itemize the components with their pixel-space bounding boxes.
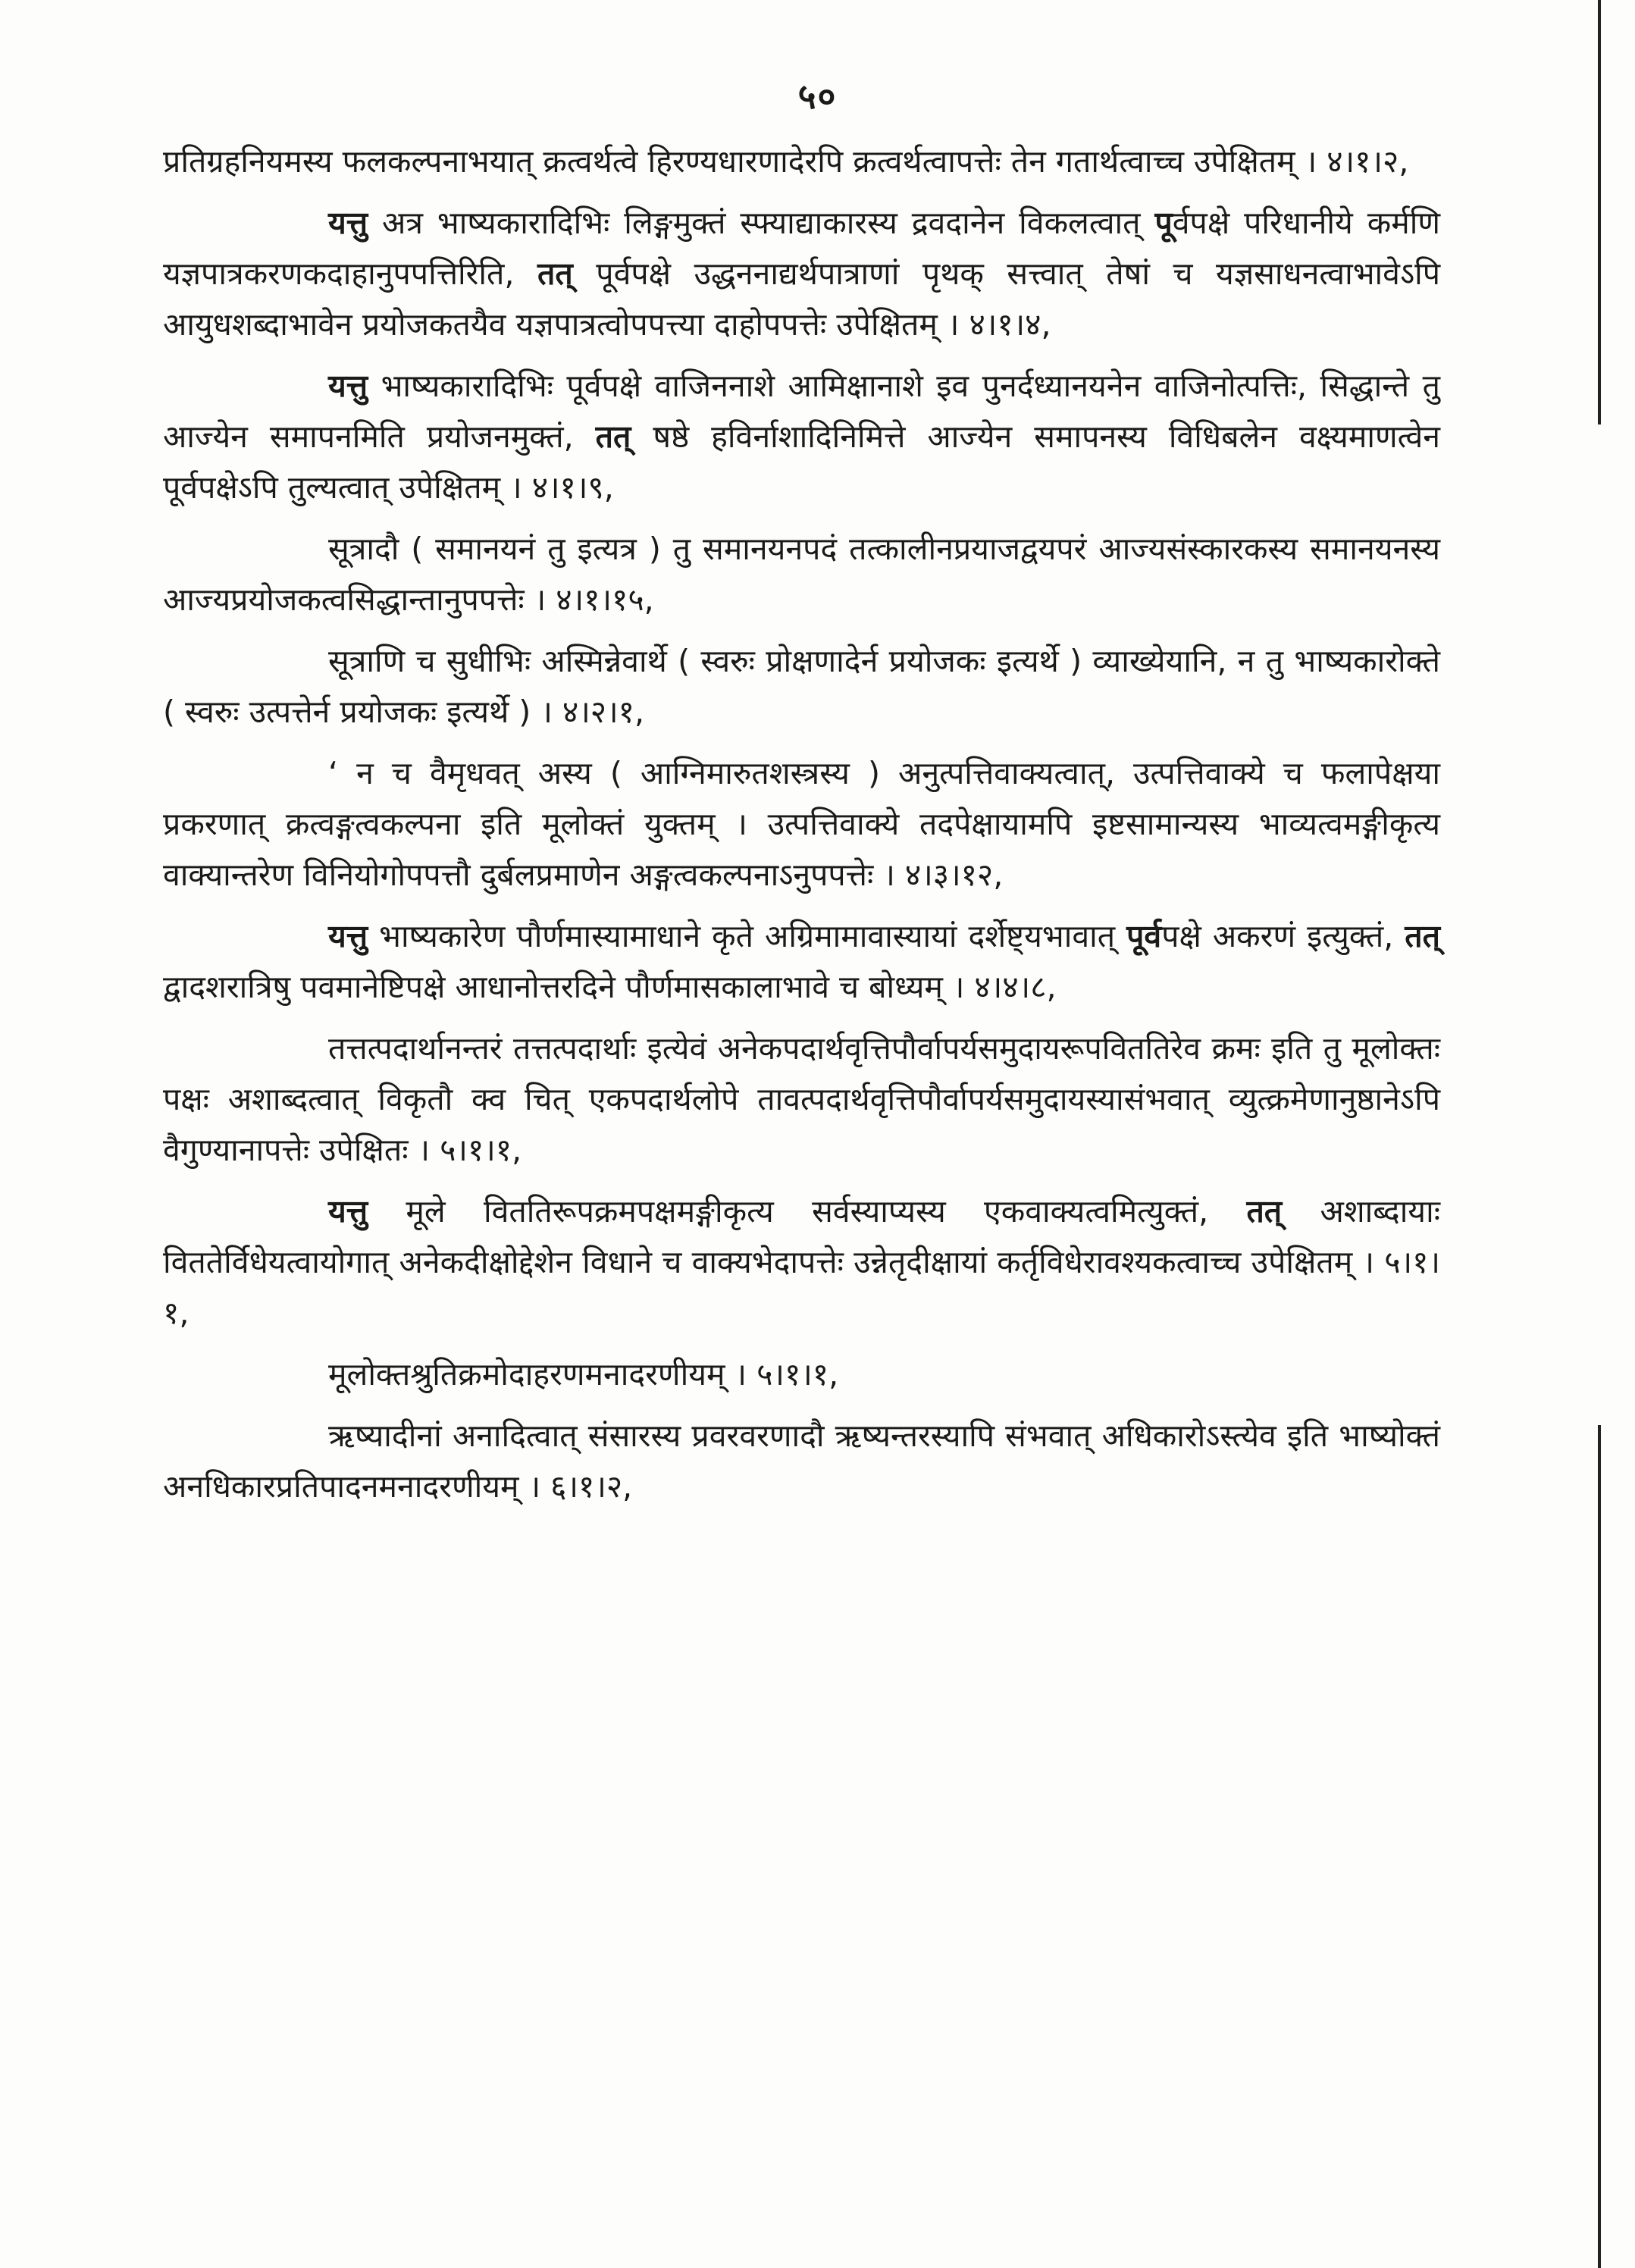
paragraph-1 <box>163 136 1440 187</box>
emphasis-purva: पूर्व <box>1126 918 1162 954</box>
scan-edge-line <box>1598 0 1601 424</box>
paragraph-10 <box>163 1349 1440 1400</box>
paragraph-5 <box>163 636 1440 738</box>
paragraph-4 <box>163 524 1440 625</box>
emphasis-tat: तत् <box>1405 918 1440 954</box>
text-run: षष्ठे हविर्नाशादिनिमित्ते आज्येन समापनस्य विधिबलेन वक्ष्यमाणत्वेन पूर्वपक्षेऽपि तुल्यत्वात् उपेक्षितम् । ४।१।९, <box>163 418 1441 506</box>
text-run: तत्तत्पदार्थानन्तरं तत्तत्पदार्थाः इत्येवं अनेकपदार्थवृत्तिपौर्वापर्यसमुदायरूपविततिरेव क्रमः इति तु मूलोक्तः पक्षः अशाब्दत्वात् विकृतौ क्व चित् एकपदार्थलोपे तावत्पदार्थवृत्तिपौर्वापर्यसमुदायस्यासंभवात् व्युत्क्रमेणानुष्ठानेऽपि वैगुण्यानापत्तेः उपेक्षितः । ५।१।१, <box>163 1030 1440 1168</box>
text-run: भाष्यकारादिभिः पूर्वपक्षे वाजिननाशे आमिक्षानाशे इव पुनर्दध्यानयनेन वाजिनोत्पत्तिः, सिद्धान्ते तु आज्येन समापनमिति प्रयोजनमुक्तं, <box>163 368 1440 455</box>
text-run: पूर्वपक्षे उद्धननाद्यर्थपात्राणां पृथक् सत्त्वात् तेषां च यज्ञसाधनत्वाभावेऽपि आयुधशब्दाभावेन प्रयोजकतयैव यज्ञपात्रत्वोपपत्त्या दाहोपपत्तेः उपेक्षितम् । ४।१।४, <box>163 255 1440 343</box>
text-run: भाष्यकारेण पौर्णमास्यामाधाने कृते अग्रिमामावास्यायां दर्शेष्ट्यभावात् <box>368 918 1127 954</box>
emphasis-tat: तत् <box>595 418 631 455</box>
text-run: प्रतिग्रहनियमस्य फलकल्पनाभयात् क्रत्वर्थत्वे हिरण्यधारणादेरपि क्रत्वर्थत्वापत्तेः तेन गतार्थत्वाच्च उपेक्षितम् । ४।१।२, <box>163 143 1409 180</box>
text-run: मूलोक्तश्रुतिक्रमोदाहरणमनादरणीयम् । ५।१।१, <box>328 1356 839 1392</box>
paragraph-2 <box>163 198 1440 350</box>
text-run: द्वादशरात्रिषु पवमानेष्टिपक्षे आधानोत्तरदिने पौर्णमासकालाभावे च बोध्यम् । ४।४।८, <box>163 969 1057 1005</box>
paragraph-3 <box>163 361 1440 513</box>
paragraph-7 <box>163 911 1440 1013</box>
emphasis-tat: तत् <box>537 255 573 292</box>
paragraph-9 <box>163 1186 1440 1339</box>
page-number: ५० <box>797 76 838 117</box>
text-run: मूले विततिरूपक्रमपक्षमङ्गीकृत्य सर्वस्याप्यस्य एकवाक्यत्वमित्युक्तं, <box>368 1193 1247 1230</box>
emphasis-tat: तत् <box>1246 1193 1283 1230</box>
text-run: सूत्रादौ ( समानयनं तु इत्यत्र ) तु समानयनपदं तत्कालीनप्रयाजद्वयपरं आज्यसंस्कारकस्य समानयनस्य आज्यप्रयोजकत्वसिद्धान्तानुपपत्तेः । ४।१।१५, <box>163 531 1440 618</box>
paragraph-8 <box>163 1023 1440 1176</box>
text-run: ऋष्यादीनां अनादित्वात् संसारस्य प्रवरवरणादौ ऋष्यन्तरस्यापि संभवात् अधिकारोऽस्त्येव इति भाष्योक्तं अनधिकारप्रतिपादनमनादरणीयम् । ६।१।२, <box>163 1418 1440 1505</box>
text-run: पक्षे अकरणं इत्युक्तं, <box>1161 918 1405 954</box>
text-run: ‘ न च वैमृधवत् अस्य ( आग्निमारुतशस्त्रस्य ) अनुत्पत्तिवाक्यत्वात्, उत्पत्तिवाक्ये च फलापेक्षया प्रकरणात् क्रत्वङ्गत्वकल्पना इति मूलोक्तं युक्तम् । उत्पत्तिवाक्ये तदपेक्षायामपि इष्टसामान्यस्य भाव्यत्वमङ्गीकृत्य वाक्यान्तरेण विनियोगोपपत्तौ दुर्बलप्रमाणेन अङ्गत्वकल्पनाऽनुपपत्तेः । ४।३।१२, <box>163 755 1440 893</box>
emphasis-yattu: यत्तु <box>328 1193 368 1230</box>
text-run: र्वपक्षे परिधानीये कर्मणि यज्ञपात्रकरणकदाहानुपपत्तिरिति, <box>163 205 1440 292</box>
paragraph-6 <box>163 748 1440 901</box>
emphasis-pu: पू <box>1154 205 1173 241</box>
emphasis-yattu: यत्तु <box>328 918 368 954</box>
paragraph-11 <box>163 1411 1440 1512</box>
text-run: सूत्राणि च सुधीभिः अस्मिन्नेवार्थे ( स्वरुः प्रोक्षणादेर्न प्रयोजकः इत्यर्थे ) व्याख्येयानि, न तु भाष्यकारोक्ते ( स्वरुः उत्पत्तेर्न प्रयोजकः इत्यर्थे ) । ४।२।१, <box>163 643 1440 730</box>
body-text <box>163 136 1440 1523</box>
text-run: अत्र भाष्यकारादिभिः लिङ्गमुक्तं स्फ्याद्याकारस्य द्रवदानेन विकलत्वात् <box>368 205 1155 241</box>
emphasis-yattu: यत्तु <box>328 368 368 404</box>
text-run: अशाब्दायाः विततेर्विधेयत्वायोगात् अनेकदीक्षोद्देशेन विधाने च वाक्यभेदापत्तेः उन्नेतृदीक्षायां कर्तृविधेरावश्यकत्वाच्च उपेक्षितम् । ५।१।१, <box>163 1193 1440 1331</box>
scan-edge-line <box>1598 1425 1601 2268</box>
emphasis-yattu: यत्तु <box>328 205 368 241</box>
